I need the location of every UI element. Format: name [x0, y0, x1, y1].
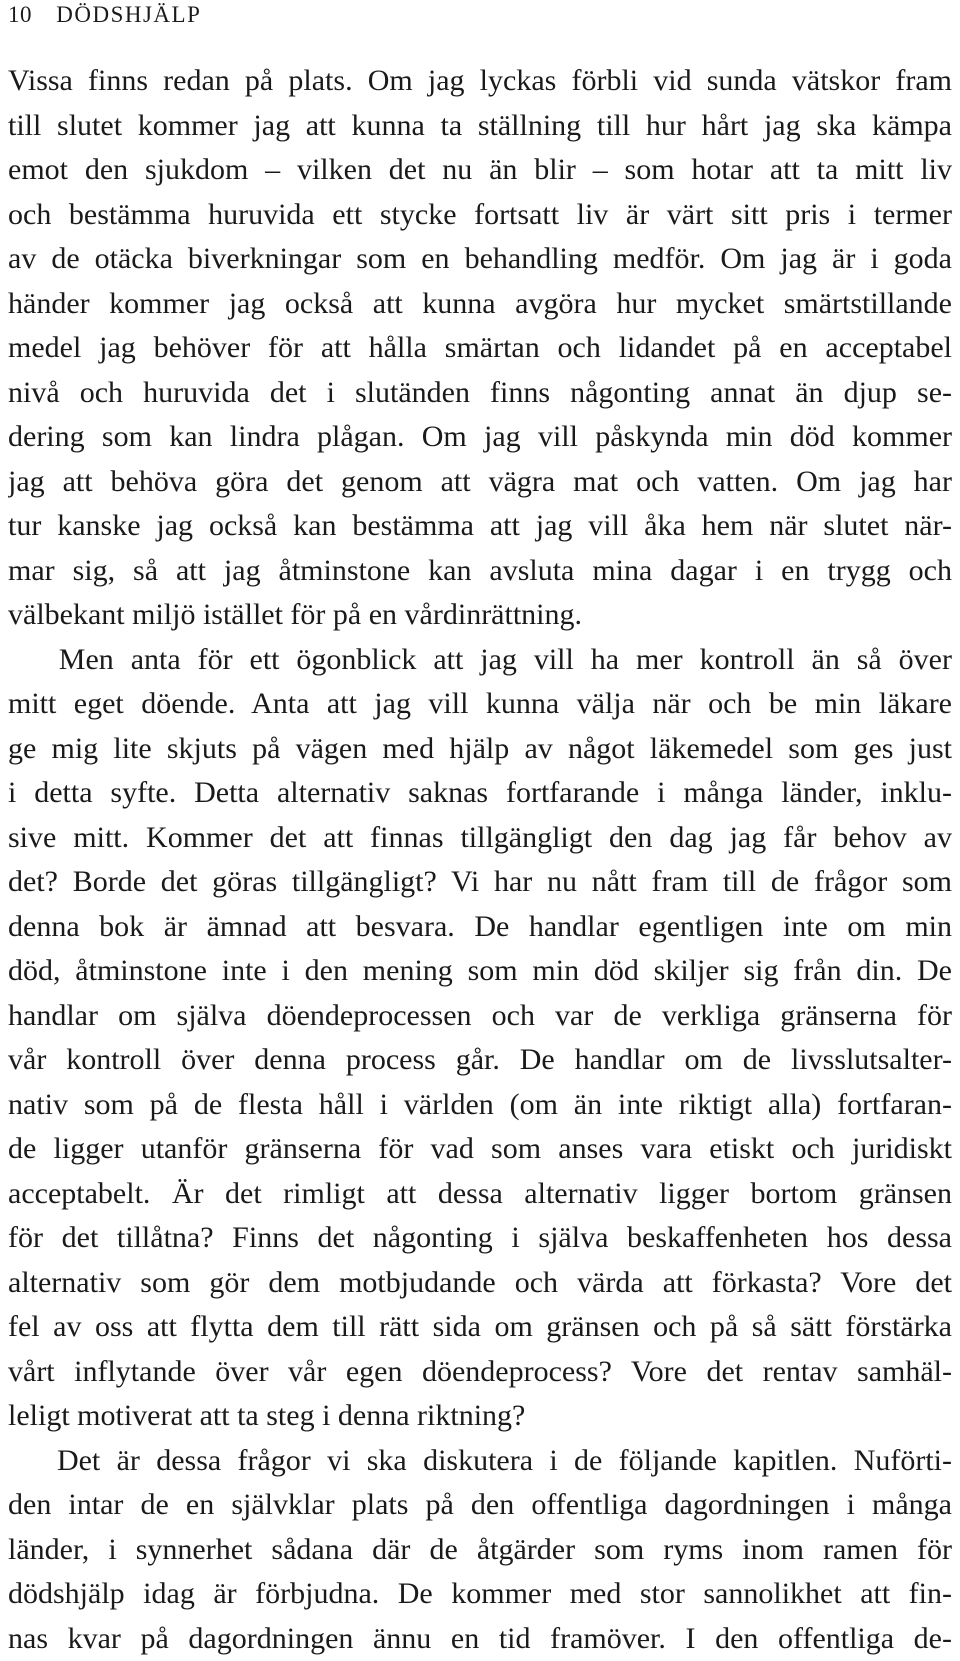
text-line: välbekant miljö istället för på en vårdinrättning. — [8, 593, 952, 638]
text-line: denna bok är ämnad att besvara. De handlar egentligen inte om min — [8, 905, 952, 950]
text-line: mitt eget döende. Anta att jag vill kunna välja när och be min läkare — [8, 682, 952, 727]
body-text — [8, 59, 952, 1661]
text-line: Det är dessa frågor vi ska diskutera i de följande kapitlen. Nuförti- — [8, 1439, 952, 1484]
text-line: acceptabelt. Är det rimligt att dessa alternativ ligger bortom gränsen — [8, 1172, 952, 1217]
text-line: fel av oss att flytta dem till rätt sida om gränsen och på så sätt förstärka — [8, 1305, 952, 1350]
text-line: emot den sjukdom – vilken det nu än blir – som hotar att ta mitt liv — [8, 148, 952, 193]
text-line: sive mitt. Kommer det att finnas tillgängligt den dag jag får behov av — [8, 816, 952, 861]
text-line: nas kvar på dagordningen ännu en tid framöver. I den offentliga de- — [8, 1617, 952, 1661]
text-line: vårt inflytande över vår egen döendeprocess? Vore det rentav samhäl- — [8, 1350, 952, 1395]
text-line: ge mig lite skjuts på vägen med hjälp av något läkemedel som ges just — [8, 727, 952, 772]
text-line: till slutet kommer jag att kunna ta ställning till hur hårt jag ska kämpa — [8, 104, 952, 149]
text-line: nivå och huruvida det i slutänden finns någonting annat än djup se- — [8, 371, 952, 416]
running-head — [8, 2, 201, 28]
page-number: 10 — [8, 2, 32, 27]
text-line: de ligger utanför gränserna för vad som anses vara etiskt och juridiskt — [8, 1127, 952, 1172]
text-line: medel jag behöver för att hålla smärtan och lidandet på en acceptabel — [8, 326, 952, 371]
text-line: för det tillåtna? Finns det någonting i själva beskaffenheten hos dessa — [8, 1216, 952, 1261]
text-line: av de otäcka biverkningar som en behandling medför. Om jag är i goda — [8, 237, 952, 282]
text-line: och bestämma huruvida ett stycke fortsatt liv är värt sitt pris i termer — [8, 193, 952, 238]
text-line: död, åtminstone inte i den mening som min död skiljer sig från din. De — [8, 949, 952, 994]
text-line: Men anta för ett ögonblick att jag vill ha mer kontroll än så över — [8, 638, 952, 683]
text-line: länder, i synnerhet sådana där de åtgärder som ryms inom ramen för — [8, 1528, 952, 1573]
text-line: nativ som på de flesta håll i världen (om än inte riktigt alla) fortfaran- — [8, 1083, 952, 1128]
text-line: leligt motiverat att ta steg i denna riktning? — [8, 1394, 952, 1439]
text-line: tur kanske jag också kan bestämma att jag vill åka hem när slutet när- — [8, 504, 952, 549]
text-line: det? Borde det göras tillgängligt? Vi har nu nått fram till de frågor som — [8, 860, 952, 905]
text-line: dering som kan lindra plågan. Om jag vill påskynda min död kommer — [8, 415, 952, 460]
text-line: den intar de en självklar plats på den offentliga dagordningen i många — [8, 1483, 952, 1528]
text-line: Vissa finns redan på plats. Om jag lyckas förbli vid sunda vätskor fram — [8, 59, 952, 104]
text-line: jag att behöva göra det genom att vägra mat och vatten. Om jag har — [8, 460, 952, 505]
text-line: mar sig, så att jag åtminstone kan avsluta mina dagar i en trygg och — [8, 549, 952, 594]
text-line: i detta syfte. Detta alternativ saknas fortfarande i många länder, inklu- — [8, 771, 952, 816]
text-line: händer kommer jag också att kunna avgöra hur mycket smärtstillande — [8, 282, 952, 327]
text-line: alternativ som gör dem motbjudande och värda att förkasta? Vore det — [8, 1261, 952, 1306]
text-line: dödshjälp idag är förbjudna. De kommer med stor sannolikhet att fin- — [8, 1572, 952, 1617]
running-title: DÖDSHJÄLP — [56, 2, 201, 27]
text-line: vår kontroll över denna process går. De handlar om de livsslutsalter- — [8, 1038, 952, 1083]
text-line: handlar om själva döendeprocessen och var de verkliga gränserna för — [8, 994, 952, 1039]
